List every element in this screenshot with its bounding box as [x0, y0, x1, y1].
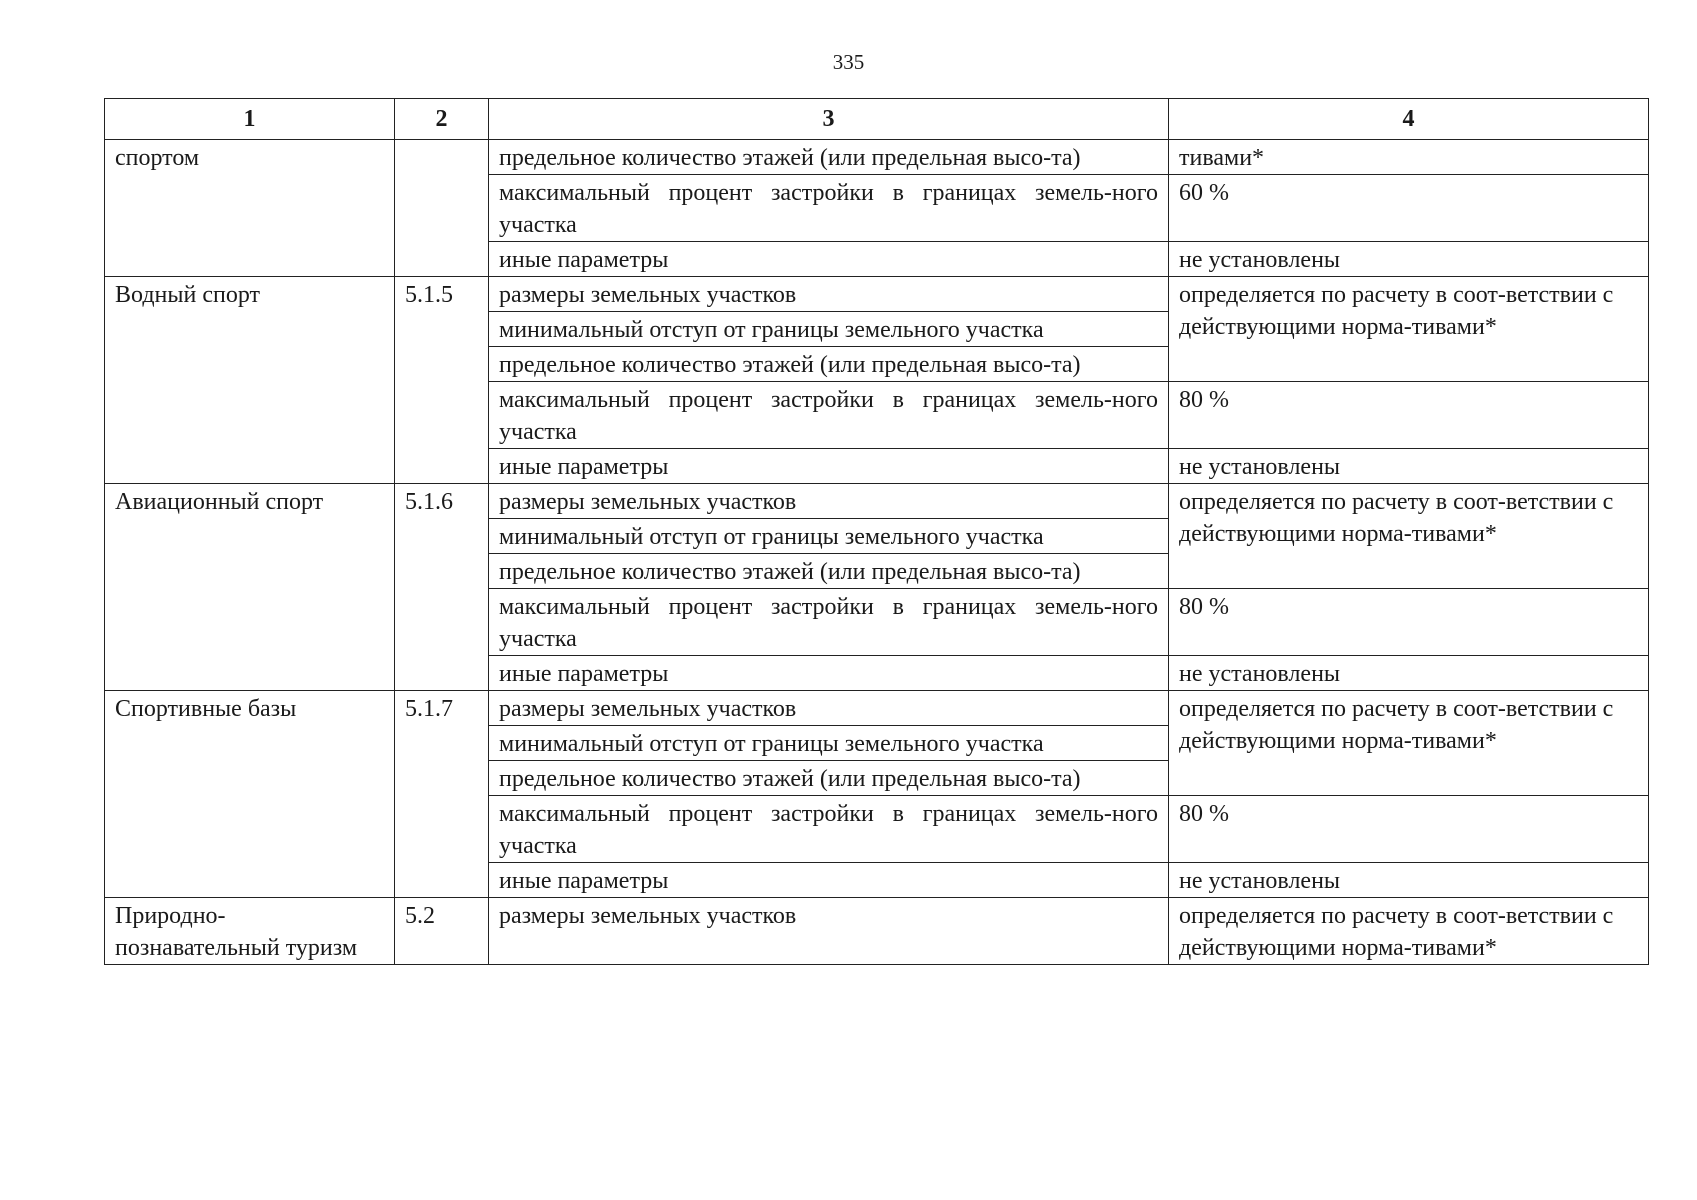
parameter-value: определяется по расчету в соот-ветствии с действующими норма-тивами* [1169, 277, 1649, 382]
header-col-4: 4 [1169, 99, 1649, 140]
parameter-label: минимальный отступ от границы земельного участка [489, 726, 1169, 761]
parameter-label: размеры земельных участков [489, 898, 1169, 965]
parameter-label: минимальный отступ от границы земельного участка [489, 312, 1169, 347]
parameter-label: максимальный процент застройки в границах земель-ного участка [489, 589, 1169, 656]
parameter-label: максимальный процент застройки в границах земель-ного участка [489, 175, 1169, 242]
parameter-value: определяется по расчету в соот-ветствии с действующими норма-тивами* [1169, 484, 1649, 589]
parameter-value: 60 % [1169, 175, 1649, 242]
table-row [105, 484, 1649, 519]
land-use-name: Спортивные базы [105, 691, 395, 898]
header-col-2: 2 [395, 99, 489, 140]
land-use-code [395, 140, 489, 277]
header-row [105, 99, 1649, 140]
page-number: 335 [832, 50, 865, 74]
parameter-value: 80 % [1169, 589, 1649, 656]
table-row [105, 277, 1649, 312]
parameter-label: предельное количество этажей (или предельная высо-та) [489, 347, 1169, 382]
parameter-label: иные параметры [489, 449, 1169, 484]
land-use-name: Природно-познавательный туризм [105, 898, 395, 965]
parameter-label: максимальный процент застройки в границах земель-ного участка [489, 796, 1169, 863]
parameter-label: иные параметры [489, 656, 1169, 691]
parameter-label: размеры земельных участков [489, 484, 1169, 519]
parameter-value: тивами* [1169, 140, 1649, 175]
parameter-label: иные параметры [489, 242, 1169, 277]
parameter-value: не установлены [1169, 656, 1649, 691]
parameter-label: предельное количество этажей (или предельная высо-та) [489, 140, 1169, 175]
parameter-label: предельное количество этажей (или предельная высо-та) [489, 761, 1169, 796]
land-use-code: 5.1.6 [395, 484, 489, 691]
parameter-label: максимальный процент застройки в границах земель-ного участка [489, 382, 1169, 449]
parameter-label: минимальный отступ от границы земельного участка [489, 519, 1169, 554]
land-use-name: Водный спорт [105, 277, 395, 484]
header-col-1: 1 [105, 99, 395, 140]
land-use-name: спортом [105, 140, 395, 277]
table-row [105, 898, 1649, 965]
parameter-value: 80 % [1169, 382, 1649, 449]
land-use-code: 5.2 [395, 898, 489, 965]
parameter-label: размеры земельных участков [489, 691, 1169, 726]
table-row [105, 691, 1649, 726]
header-col-3: 3 [489, 99, 1169, 140]
zoning-parameters-table [104, 98, 1649, 965]
land-use-code: 5.1.5 [395, 277, 489, 484]
parameter-label: предельное количество этажей (или предельная высо-та) [489, 554, 1169, 589]
parameter-value: не установлены [1169, 242, 1649, 277]
parameter-value: определяется по расчету в соот-ветствии с действующими норма-тивами* [1169, 898, 1649, 965]
land-use-code: 5.1.7 [395, 691, 489, 898]
parameter-value: не установлены [1169, 449, 1649, 484]
parameter-value: не установлены [1169, 863, 1649, 898]
parameter-label: размеры земельных участков [489, 277, 1169, 312]
parameter-value: определяется по расчету в соот-ветствии с действующими норма-тивами* [1169, 691, 1649, 796]
table-row [105, 140, 1649, 175]
land-use-name: Авиационный спорт [105, 484, 395, 691]
parameter-label: иные параметры [489, 863, 1169, 898]
parameter-value: 80 % [1169, 796, 1649, 863]
